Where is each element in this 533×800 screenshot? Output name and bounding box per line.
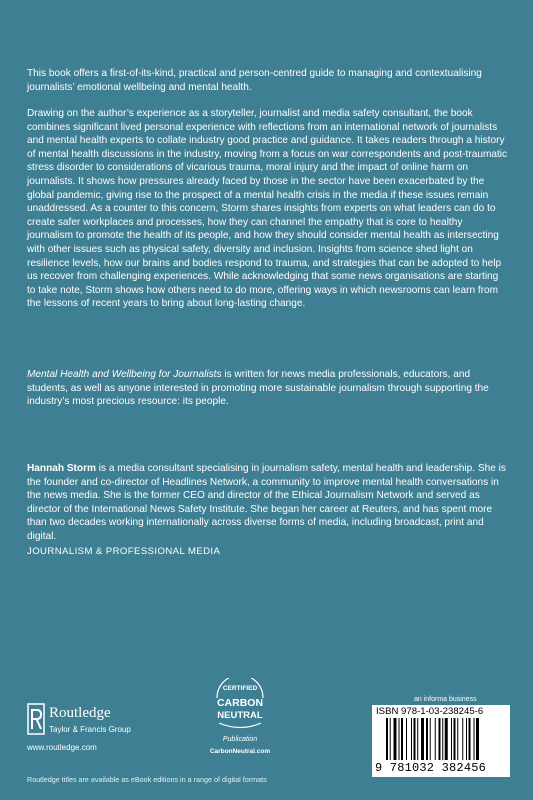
informa-tagline: an informa business: [414, 696, 477, 703]
author-bio-text: is a media consultant specialising in journalism safety, mental health and leadership. She is the founder and co-director of Headlines Network, a community to improve mental health conversations in the news media. She is the former CEO and director of the Ethical Journalism Network and served as director of the International News Safety Institute. She began her career at Reuters, and has spent more than two decades working internationally across diverse forms of media, including broadcast, print and digital.: [27, 463, 506, 542]
svg-text:NEUTRAL: NEUTRAL: [217, 710, 263, 721]
routledge-r-icon: [27, 703, 45, 735]
author-bio: [27, 462, 509, 544]
intro-paragraph: This book offers a first-of-its-kind, practical and person-centred guide to managing and contextualising journalists’ emotional wellbeing and mental health.: [27, 68, 482, 93]
carbon-neutral-publication: Publication: [222, 736, 258, 743]
barcode-digits: 9 781032 382456: [375, 761, 487, 775]
svg-text:CERTIFIED: CERTIFIED: [222, 685, 258, 692]
audience-text: is written for news media professionals, educators, and students, as well as anyone interested in promoting more sustainable journalism through supporting the industry’s most precious resource: its people.: [27, 369, 489, 408]
barcode-icon: [386, 718, 498, 760]
carbon-neutral-url: CarbonNeutral.com: [209, 748, 271, 755]
author-name: Hannah Storm: [27, 463, 96, 474]
isbn-label: ISBN 978-1-03-238245-6: [376, 706, 484, 717]
publisher-group: Taylor & Francis Group: [49, 725, 131, 734]
book-title: Mental Health and Wellbeing for Journalists: [27, 369, 222, 380]
svg-text:CARBON: CARBON: [216, 697, 264, 709]
publisher-website: www.routledge.com: [27, 743, 97, 752]
subject-category: JOURNALISM & PROFESSIONAL MEDIA: [27, 546, 221, 557]
carbon-neutral-icon: [209, 678, 271, 734]
carbon-neutral-badge: [205, 678, 275, 774]
publisher-name: Routledge: [49, 705, 111, 721]
description-paragraph: Drawing on the author’s experience as a storyteller, journalist and media safety consultant, the book combines significant lived personal experience with reflections from an international network of journalists and mental health experts to collate industry good practice and guidance. It takes readers through a history of mental health discussions in the industry, moving from a focus on war correspondents and post-traumatic stress disorder to considerations of vicarious trauma, moral injury and the impact of online harm on journalists. It shows how pressures already faced by those in the sector have been exacerbated by the global pandemic, giving rise to the prospect of a mental health crisis in the media if these issues remain unaddressed. As a counter to this concern, Storm shares insights from experts on what leaders can do to create safer workplaces and processes, how they can channel the empathy that is core to healthy journalism to promote the health of its people, and how they should consider mental health as intersecting with other issues such as physical safety, diversity and inclusion. Insights from science shed light on resilience levels, how our brains and bodies respond to trauma, and strategies that can be adopted to help us recover from challenging experiences. While acknowledging that some news organisations are starting to take note, Storm shows how others need to do more, offering ways in which newsrooms can learn from the lessons of recent years to bring about long-lasting change.: [27, 108, 508, 310]
audience-paragraph: [27, 368, 509, 409]
publisher-logo: [27, 703, 137, 743]
ebook-note: Routledge titles are available as eBook editions in a range of digital formats: [27, 775, 267, 784]
barcode-box: [372, 705, 510, 777]
